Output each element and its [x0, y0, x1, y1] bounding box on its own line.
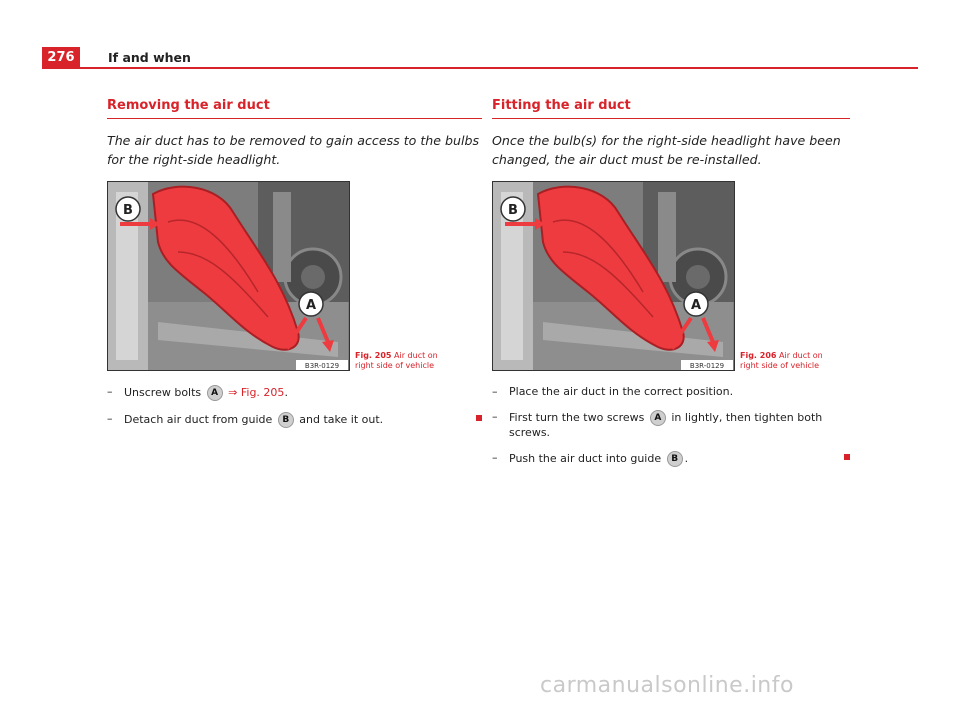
- label-a: A: [690, 298, 702, 313]
- figure-caption-text: Air duct on right side of vehicle: [740, 351, 823, 370]
- step-text-end: in lightly, then tighten both screws.: [509, 411, 823, 439]
- section-title: Fitting the air duct: [492, 98, 850, 119]
- air-duct-illustration: [108, 182, 349, 370]
- step-dash: –: [107, 385, 113, 398]
- step-text: First turn the two screws: [509, 411, 645, 424]
- badge-a: A: [207, 385, 223, 401]
- figure-row: [107, 181, 482, 371]
- label-a: A: [305, 298, 317, 313]
- step-text: Push the air duct into guide: [509, 452, 662, 465]
- section-title: Removing the air duct: [107, 98, 482, 119]
- step-dash: –: [492, 385, 498, 398]
- intro-text: The air duct has to be removed to gain access to the bulbs for the right-side headlight.: [107, 133, 480, 167]
- step-item: [492, 410, 850, 440]
- section-end-mark: [844, 454, 850, 460]
- step-text-end: .: [684, 452, 689, 465]
- figure-reference-link[interactable]: ⇒ Fig. 205: [228, 386, 285, 399]
- label-b: B: [508, 203, 518, 218]
- figure-image: [107, 181, 350, 371]
- figure-code: B3R-0129: [304, 362, 340, 370]
- chapter-title: If and when: [108, 50, 191, 65]
- figure-image: [492, 181, 735, 371]
- section-fitting-air-duct: [492, 98, 850, 478]
- label-b: B: [123, 203, 133, 218]
- step-item: [492, 385, 850, 399]
- figure-caption: [355, 351, 455, 371]
- step-item: [492, 451, 850, 467]
- step-dash: –: [492, 410, 498, 423]
- figure-number: Fig. 206: [740, 351, 777, 360]
- figure-code: B3R-0129: [689, 362, 725, 370]
- step-item: [107, 412, 482, 428]
- step-text: Unscrew bolts: [124, 386, 202, 399]
- air-duct-illustration: [493, 182, 734, 370]
- figure-caption: [740, 351, 840, 371]
- steps-list: [492, 385, 850, 467]
- step-item: [107, 385, 482, 401]
- figure-caption-text: Air duct on right side of vehicle: [355, 351, 438, 370]
- intro-text: Once the bulb(s) for the right-side headlight have been changed, the air duct must be re-installed.: [492, 133, 841, 167]
- figure-row: [492, 181, 850, 371]
- section-removing-air-duct: [107, 98, 482, 439]
- page-number: 276: [42, 47, 80, 68]
- steps-list: [107, 385, 482, 428]
- step-text-end: .: [284, 386, 288, 399]
- header-rule: [42, 67, 918, 69]
- watermark: carmanualsonline.info: [540, 673, 794, 698]
- step-text-end: and take it out.: [295, 413, 384, 426]
- step-text: Place the air duct in the correct position.: [509, 385, 734, 398]
- step-text: Detach air duct from guide: [124, 413, 273, 426]
- step-dash: –: [107, 412, 113, 425]
- section-end-mark: [476, 415, 482, 421]
- step-dash: –: [492, 451, 498, 464]
- badge-b: B: [278, 412, 294, 428]
- badge-b: B: [667, 451, 683, 467]
- figure-number: Fig. 205: [355, 351, 392, 360]
- badge-a: A: [650, 410, 666, 426]
